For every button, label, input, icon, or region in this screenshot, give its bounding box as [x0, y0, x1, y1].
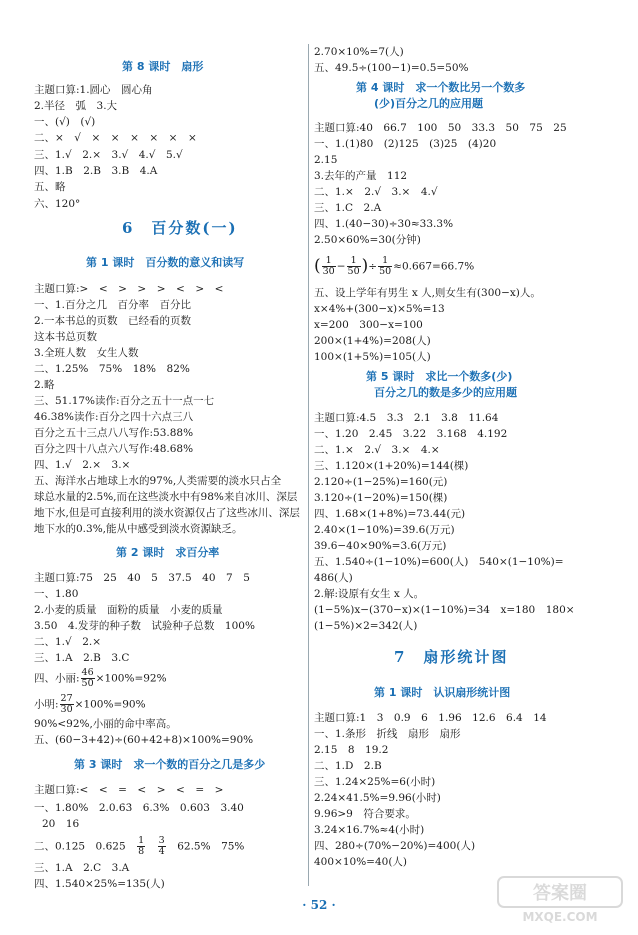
text-line: 球总水量的2.5%,而在这些淡水中有98%来自冰川、深层 [34, 491, 298, 503]
text-line: 四、1.68×(1+8%)=73.44(元) [314, 508, 466, 520]
text-line: 3.50 4.发芽的种子数 试验种子总数 100% [34, 620, 255, 632]
denominator: 30 [322, 266, 335, 277]
text-line: 一、1.条形 折线 扇形 扇形 [314, 728, 461, 740]
text-part: 四、小丽: [34, 672, 80, 685]
text-line [314, 256, 474, 277]
numerator: 1 [138, 835, 145, 846]
paren: ( [314, 256, 321, 276]
page-number: · 52 · [302, 898, 336, 912]
text-line: (1−5%)×2=342(人) [314, 620, 418, 632]
text-line: 90%<92%,小丽的命中率高。 [34, 718, 177, 730]
text-line: 四、1.B 2.B 3.B 4.A [34, 165, 158, 177]
lesson-5-title-cont: 百分之几的数是多少的应用题 [374, 386, 517, 399]
lesson-4-title: 第 4 课时 求一个数比另一个数多 [356, 81, 526, 94]
text-line: 主题口算:75 25 40 5 37.5 40 7 5 [34, 572, 250, 584]
text-line: 2.半径 弧 3.大 [34, 100, 118, 112]
text-line: 一、1.20 2.45 3.22 3.168 4.192 [314, 428, 508, 440]
watermark-line1: 答案圈 [533, 883, 587, 904]
fraction [158, 836, 166, 857]
text-line: 五、海洋水占地球上水的97%,人类需要的淡水只占全 [34, 475, 282, 487]
text-line: 二、1.D 2.B [314, 760, 382, 772]
denominator: 50 [347, 266, 360, 277]
column-divider [308, 44, 309, 886]
text-line: 46.38%读作:百分之四十六点三八 [34, 411, 194, 423]
text-line: 三、1.C 2.A [314, 202, 382, 214]
fraction [322, 256, 336, 277]
text-line [34, 668, 167, 689]
text-line: 二、1.× 2.√ 3.× 4.√ [314, 186, 438, 198]
text-line: 二、1.25% 75% 18% 82% [34, 363, 190, 375]
text-line: 2.解:设原有女生 x 人。 [314, 588, 425, 600]
text-line: 一、(√) (√) [34, 116, 96, 128]
text-line: 四、1.√ 2.× 3.× [34, 459, 131, 471]
numerator: 3 [158, 835, 165, 846]
text-line: 地下水,但是可直接利用的淡水资源仅占了这些冰川、深层 [34, 507, 300, 519]
text-line: 3.24×16.7%≈4(小时) [314, 824, 425, 836]
text-line: 3.全班人数 女生人数 [34, 347, 139, 359]
text-part: − [336, 260, 346, 273]
fraction [347, 256, 361, 277]
text-part: 二、0.125 0.625 [34, 840, 126, 853]
text-line: 五、49.5÷(100−1)=0.5=50% [314, 62, 469, 74]
numerator: 27 [60, 693, 73, 704]
text-line: 39.6−40×90%=3.6(万元) [314, 540, 447, 552]
text-line: 2.15 8 19.2 [314, 744, 389, 756]
text-line: x×4%+(300−x)×5%=13 [314, 303, 445, 315]
text-line: 2.15 [314, 154, 338, 166]
lesson-4-title-cont: (少)百分之几的应用题 [374, 97, 484, 110]
text-line: 2.小麦的质量 面粉的质量 小麦的质量 [34, 604, 223, 616]
text-part: 62.5% 75% [177, 840, 245, 853]
text-part: ≈0.667=66.7% [393, 260, 475, 273]
text-line: 这本书总页数 [34, 331, 97, 343]
unit-7-lesson-1-title: 第 1 课时 认识扇形统计图 [374, 686, 511, 699]
numerator: 1 [378, 256, 392, 267]
unit-7-title: 7 扇形统计图 [394, 648, 509, 666]
text-line: 200×(1+4%)=208(人) [314, 335, 431, 347]
text-line: 一、1.80 [34, 588, 79, 600]
text-line: 2.120÷(1−25%)=160(元) [314, 476, 448, 488]
text-line: 二、1.× 2.√ 3.× 4.× [314, 444, 440, 456]
numerator: 1 [322, 256, 336, 267]
text-line: 一、1.(1)80 (2)125 (3)25 (4)20 [314, 138, 497, 150]
text-line: 100×(1+5%)=105(人) [314, 351, 431, 363]
left-column [34, 0, 304, 935]
text-part: 小明: [34, 698, 59, 711]
text-line: 三、1.120×(1+20%)=144(棵) [314, 460, 469, 472]
lesson-1-title: 第 1 课时 百分数的意义和读写 [86, 256, 245, 269]
text-line: 主题口算:1 3 0.9 6 1.96 12.6 6.4 14 [314, 712, 547, 724]
text-line: 四、1.(40−30)÷30≈33.3% [314, 218, 454, 230]
text-line: (1−5%)x−(370−x)×(1−10%)=34 x=180 180× [314, 604, 575, 616]
text-line: 百分之五十三点八八写作:53.88% [34, 427, 194, 439]
text-line: 五、(60−3+42)÷(60+42+8)×100%=90% [34, 734, 254, 746]
text-line: 三、1.24×25%=6(小时) [314, 776, 436, 788]
text-line: 四、1.540×25%=135(人) [34, 878, 165, 890]
numerator: 46 [81, 667, 94, 678]
text-line: 三、51.17%读作:百分之五十一点一七 [34, 395, 215, 407]
text-line: 主题口算:40 66.7 100 50 33.3 50 75 25 [314, 122, 567, 134]
text-line: 三、1.A 2.C 3.A [34, 862, 130, 874]
lesson-8-title: 第 8 课时 扇形 [122, 60, 204, 73]
text-line: 2.40×(1−10%)=39.6(万元) [314, 524, 455, 536]
text-line: 二、× √ × × × × × × [34, 132, 197, 144]
text-line: 20 16 [42, 818, 80, 830]
unit-6-title: 6 百分数(一) [122, 219, 238, 237]
lesson-2-title: 第 2 课时 求百分率 [116, 546, 220, 559]
text-line: 2.一本书总的页数 已经看的页数 [34, 315, 192, 327]
text-line: 一、1.百分之几 百分率 百分比 [34, 299, 192, 311]
paren: ) [361, 256, 369, 276]
text-line: 主题口算:> < > > > < > < [34, 283, 224, 295]
text-line: 2.略 [34, 379, 55, 391]
text-part: ×100%=90% [74, 698, 146, 711]
text-line: 400×10%=40(人) [314, 856, 408, 868]
text-line: 9.96>9 符合要求。 [314, 808, 416, 820]
text-line: 五、略 [34, 181, 66, 193]
fraction [378, 256, 392, 277]
text-line: 486(人) [314, 572, 353, 584]
text-line: 主题口算:4.5 3.3 2.1 3.8 11.64 [314, 412, 499, 424]
text-line: 主题口算:< < = < > < = > [34, 784, 224, 796]
text-line: 地下水的0.3%,能从中感受到淡水资源缺乏。 [34, 523, 243, 535]
lesson-3-title: 第 3 课时 求一个数的百分之几是多少 [74, 758, 266, 771]
text-line: 3.120÷(1−20%)=150(棵) [314, 492, 448, 504]
fraction [81, 668, 95, 689]
watermark-logo-icon [496, 875, 624, 925]
fraction [60, 694, 74, 715]
text-line: 2.50×60%=30(分钟) [314, 234, 421, 246]
text-line: 一、1.80% 2.0.6̇3̇ 6.3% 0.603 3.40 [34, 802, 244, 814]
text-line: 2.24×41.5%=9.96(小时) [314, 792, 441, 804]
text-line: 二、1.√ 2.× [34, 636, 102, 648]
text-line [34, 694, 146, 715]
denominator: 8 [138, 846, 145, 857]
text-line: 三、1.√ 2.× 3.√ 4.√ 5.√ [34, 149, 183, 161]
denominator: 4 [158, 846, 165, 857]
text-line [34, 836, 244, 857]
denominator: 50 [379, 266, 392, 277]
text-line: 主题口算:1.圆心 圆心角 [34, 84, 153, 96]
denominator: 50 [81, 678, 94, 689]
text-line: 五、设上学年有男生 x 人,则女生有(300−x)人。 [314, 287, 541, 299]
fraction [137, 836, 145, 857]
text-line: 百分之四十八点六八写作:48.68% [34, 443, 194, 455]
text-part: ×100%=92% [95, 672, 167, 685]
text-line: x=200 300−x=100 [314, 319, 423, 331]
text-line: 五、1.540÷(1−10%)=600(人) 540×(1−10%)= [314, 556, 564, 568]
denominator: 30 [60, 704, 73, 715]
text-line: 3.去年的产量 112 [314, 170, 408, 182]
text-line: 四、280÷(70%−20%)=400(人) [314, 840, 476, 852]
watermark-line2: MXQE.COM [522, 910, 598, 924]
text-line: 六、120° [34, 198, 81, 210]
text-line: 2.70×10%=7(人) [314, 46, 404, 58]
text-part: ÷ [368, 260, 378, 273]
numerator: 1 [347, 256, 361, 267]
right-column [314, 0, 614, 935]
text-line: 三、1.A 2.B 3.C [34, 652, 130, 664]
lesson-5-title: 第 5 课时 求比一个数多(少) [366, 370, 513, 383]
